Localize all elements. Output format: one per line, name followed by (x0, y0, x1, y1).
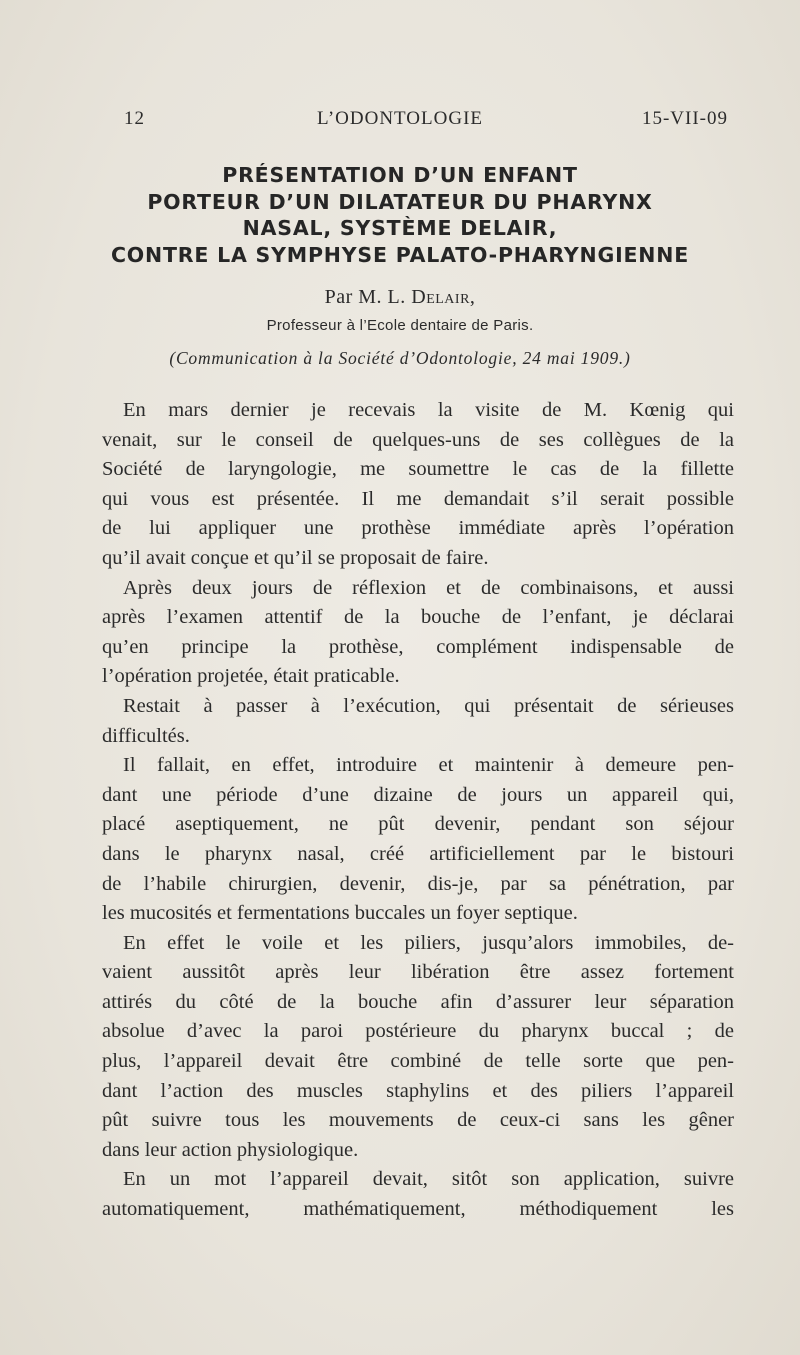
journal-name: L’ODONTOLOGIE (316, 108, 484, 129)
body-line: En effet le voile et les piliers, jusqu’alors immobiles, de- (123, 931, 734, 954)
communication-note: (Communication à la Société d’Odontologie, 24 mai 1909.) (169, 348, 631, 368)
body-line: qu’il avait conçue et qu’il se proposait de faire. (102, 546, 489, 569)
body-line: de lui appliquer une prothèse immédiate après l’opération (102, 517, 734, 540)
body-line: dant une période d’une dizaine de jours un appareil qui, (102, 783, 734, 806)
body-line: pût suivre tous les mouvements de ceux-ci sans les gêner (102, 1109, 734, 1132)
body-line: En mars dernier je recevais la visite de M. Kœnig qui (123, 399, 734, 421)
article-body (102, 396, 734, 1225)
running-head (0, 108, 800, 132)
body-line: automatiquement, mathématiquement, méthodiquement les (102, 1198, 734, 1221)
body-line: En un mot l’appareil devait, sitôt son application, suivre (123, 1168, 734, 1191)
body-line: après l’examen attentif de la bouche de l’enfant, je déclarai (102, 606, 734, 629)
body-line: vaient aussitôt après leur libération être assez fortement (102, 961, 734, 984)
body-line: Restait à passer à l’exécution, qui présentait de sérieuses (123, 694, 734, 717)
body-line: attirés du côté de la bouche afin d’assurer leur séparation (102, 990, 734, 1013)
page-number: 12 (124, 108, 145, 129)
byline-prefix: Par M. L. (324, 286, 412, 308)
body-line: dans leur action physiologique. (102, 1138, 359, 1161)
body-line: venait, sur le conseil de quelques-uns de ses collègues de la (102, 428, 734, 451)
body-line: absolue d’avec la paroi postérieure du pharynx buccal ; de (102, 1020, 734, 1043)
title-line: NASAL, SYSTÈME DELAIR, (242, 216, 558, 240)
body-line: l’opération projetée, était praticable. (102, 665, 400, 688)
byline-suffix: , (469, 286, 476, 308)
body-line: dant l’action des muscles staphylins et des piliers l’appareil (102, 1079, 734, 1102)
body-line: Il fallait, en effet, introduire et maintenir à demeure pen- (123, 754, 734, 777)
body-line: qu’en principe la prothèse, complément indispensable de (102, 635, 734, 658)
body-line: placé aseptiquement, ne pût devenir, pendant son séjour (102, 813, 734, 836)
title-line: PRÉSENTATION D’UN ENFANT (222, 163, 578, 187)
byline (0, 286, 800, 309)
title-line: PORTEUR D’UN DILATATEUR DU PHARYNX (147, 189, 653, 214)
body-line: Société de laryngologie, me soumettre le cas de la fillette (102, 458, 734, 481)
author-affiliation: Professeur à l’Ecole dentaire de Paris. (266, 317, 534, 334)
body-line: qui vous est présentée. Il me demandait s’il serait possible (102, 487, 734, 510)
author-name: Delair (411, 286, 470, 308)
body-line: dans le pharynx nasal, créé artificiellement par le bistouri (102, 842, 734, 865)
body-line: les mucosités et fermentations buccales un foyer septique. (102, 902, 578, 925)
body-line: Après deux jours de réflexion et de combinaisons, et aussi (123, 576, 734, 599)
article-title (60, 162, 740, 268)
body-line: plus, l’appareil devait être combiné de telle sorte que pen- (102, 1050, 734, 1073)
title-line: CONTRE LA SYMPHYSE PALATO-PHARYNGIENNE (110, 242, 690, 267)
body-line: difficultés. (102, 724, 190, 747)
issue-date: 15-VII-09 (641, 108, 728, 129)
body-line: de l’habile chirurgien, devenir, dis-je, par sa pénétration, par (102, 872, 734, 895)
